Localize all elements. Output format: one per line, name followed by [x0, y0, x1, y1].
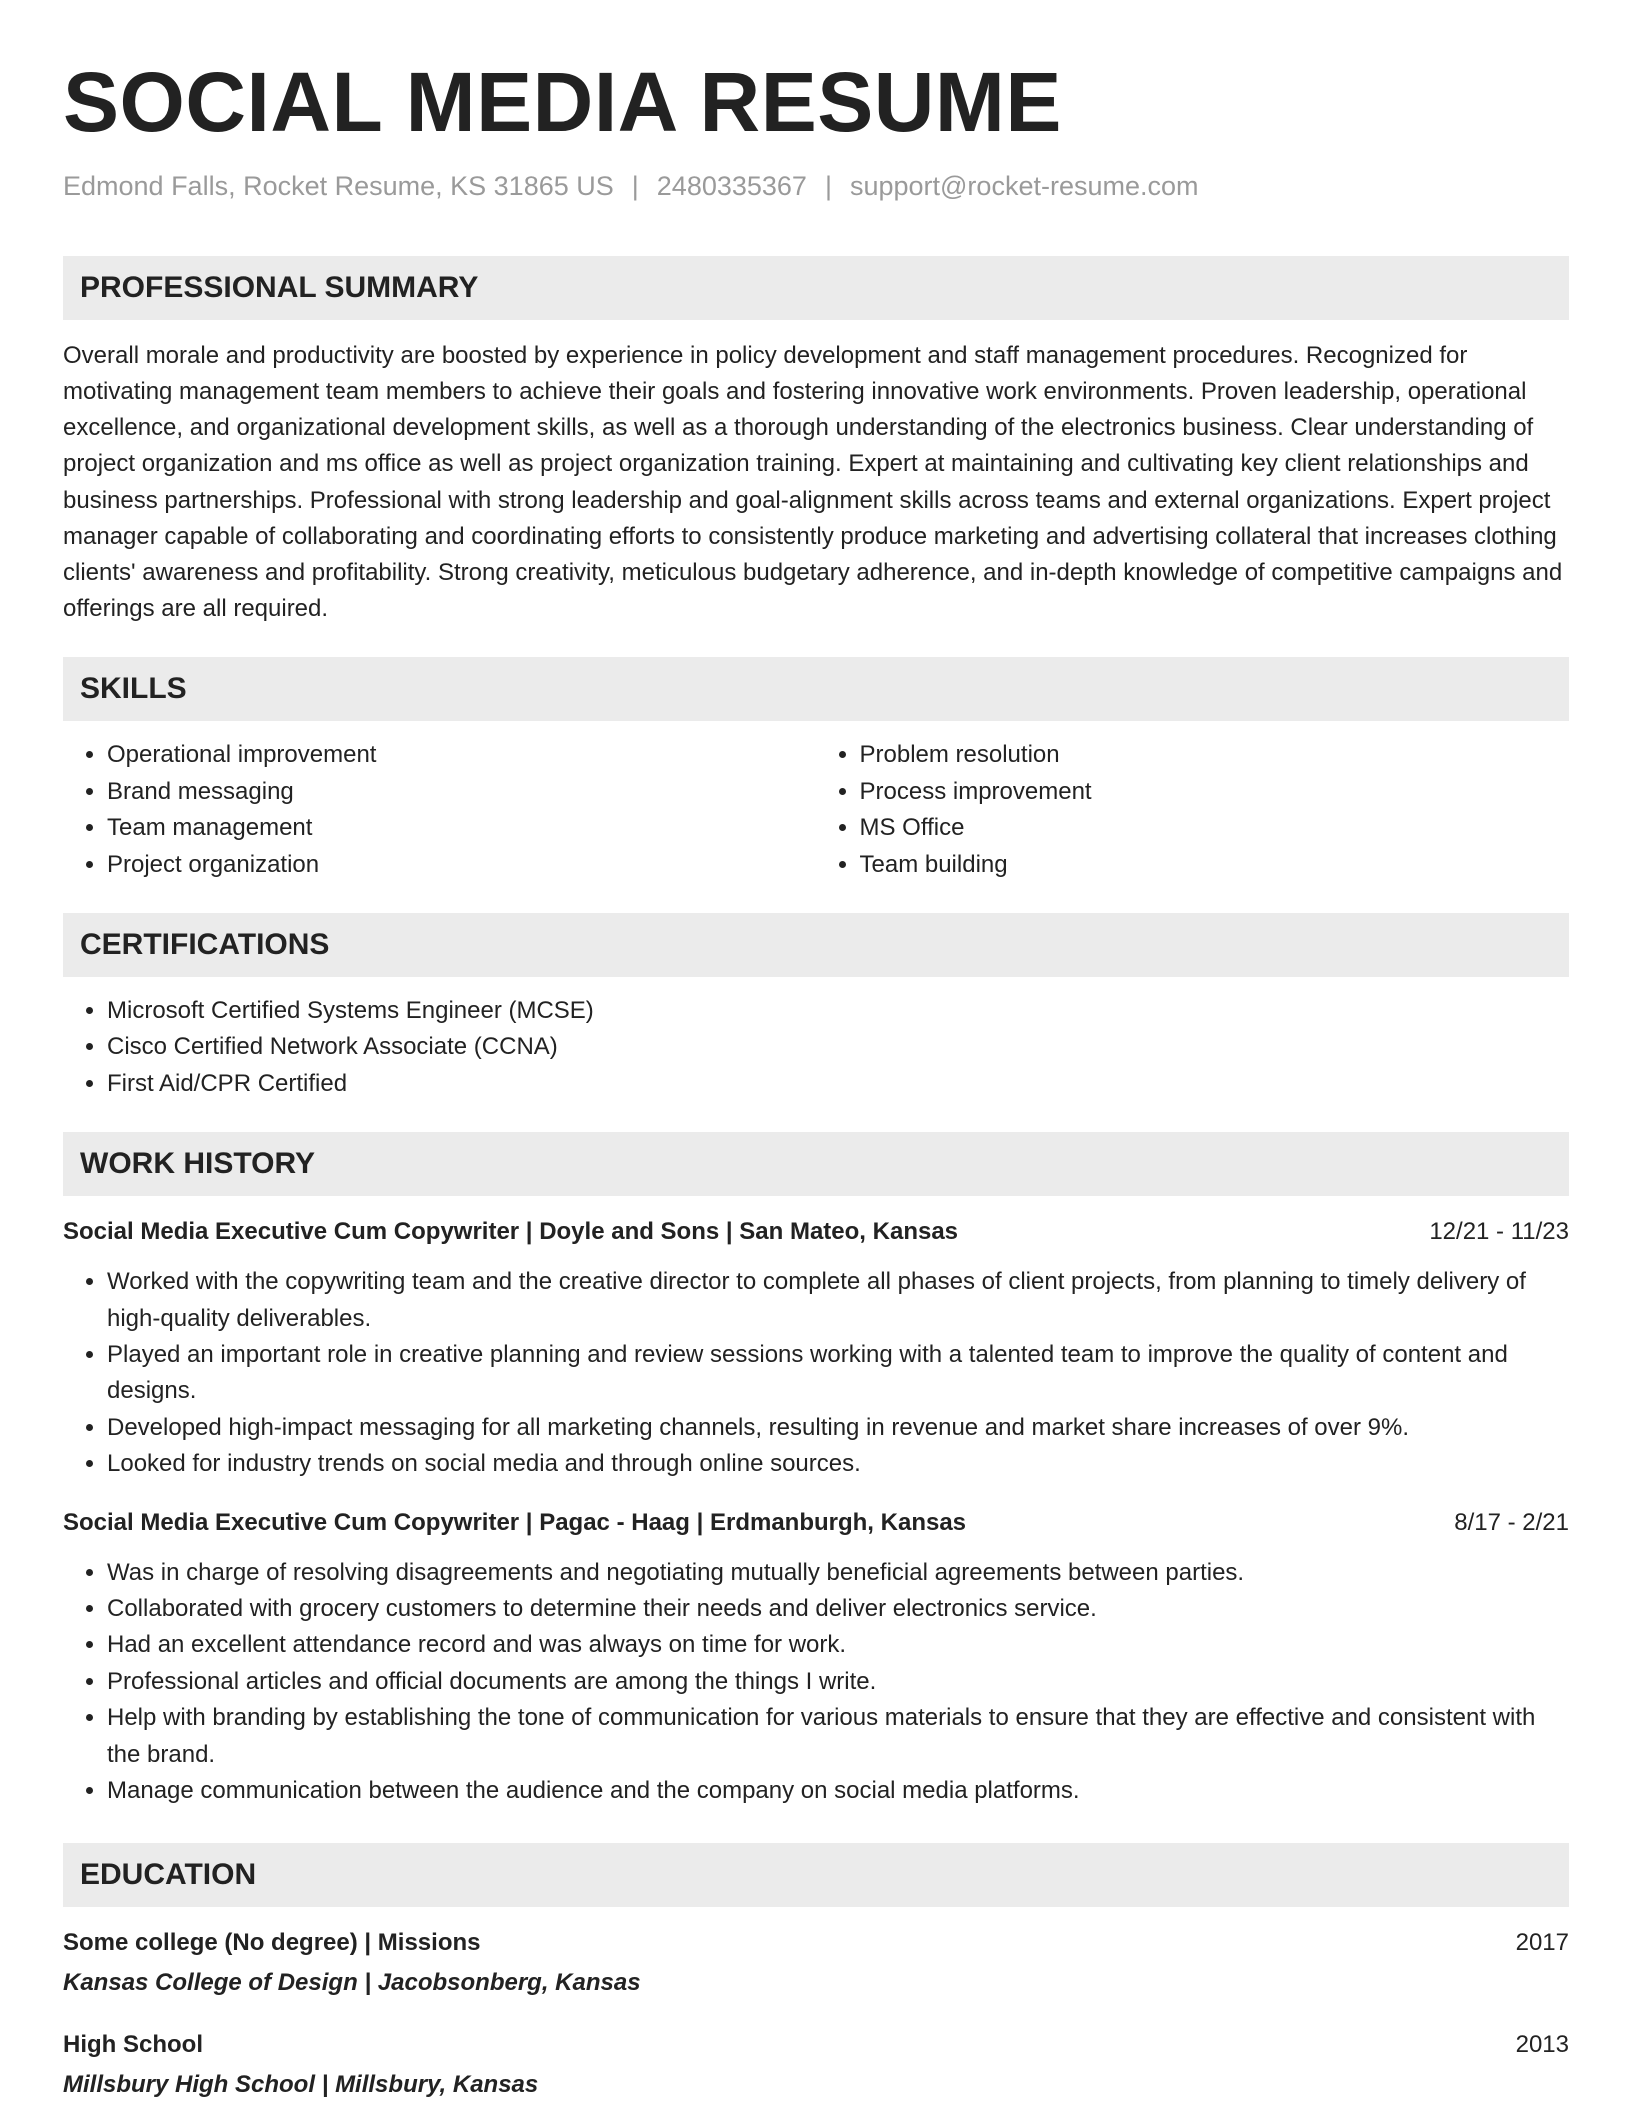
skill-item: • Team building [860, 847, 1570, 883]
skill-item: • Operational improvement [107, 737, 817, 773]
job-bullets [63, 1555, 1569, 1810]
job-entry [63, 1214, 1569, 1482]
section-header-skills: SKILLS [63, 657, 1569, 721]
skills-column-right [817, 737, 1570, 883]
education-entry [63, 1925, 1569, 2001]
section-header-education: EDUCATION [63, 1843, 1569, 1907]
job-bullet: • Manage communication between the audience and the company on social media platforms. [107, 1773, 1569, 1809]
job-header [63, 1214, 1569, 1250]
contact-phone: 2480335367 [656, 170, 807, 201]
job-bullet: • Looked for industry trends on social media and through online sources. [107, 1446, 1569, 1482]
job-bullets [63, 1264, 1569, 1482]
certification-item: • Microsoft Certified Systems Engineer (MCSE) [107, 993, 1569, 1029]
job-bullet: • Developed high-impact messaging for all marketing channels, resulting in revenue and market share increases of over 9%. [107, 1410, 1569, 1446]
education-degree: High School [63, 2031, 203, 2059]
skill-item: • MS Office [860, 810, 1570, 846]
job-bullet: • Collaborated with grocery customers to determine their needs and deliver electronics service. [107, 1591, 1569, 1627]
job-bullet: • Was in charge of resolving disagreements and negotiating mutually beneficial agreements between parties. [107, 1555, 1569, 1591]
contact-address: Edmond Falls, Rocket Resume, KS 31865 US [63, 170, 614, 201]
certification-item: • Cisco Certified Network Associate (CCNA) [107, 1029, 1569, 1065]
education-entry [63, 2027, 1569, 2103]
skill-item: • Process improvement [860, 774, 1570, 810]
contact-line [63, 169, 1569, 204]
contact-separator: | [631, 170, 639, 201]
contact-email: support@rocket-resume.com [849, 170, 1199, 201]
skills-column-left [63, 737, 817, 883]
section-header-summary: PROFESSIONAL SUMMARY [63, 256, 1569, 320]
education-school: Millsbury High School | Millsbury, Kansas [63, 2071, 539, 2099]
job-title: Social Media Executive Cum Copywriter | Pagac - Haag | Erdmanburgh, Kansas [63, 1508, 967, 1536]
job-header [63, 1505, 1569, 1541]
job-dates: 8/17 - 2/21 [1454, 1508, 1569, 1536]
certification-item: • First Aid/CPR Certified [107, 1066, 1569, 1102]
job-dates: 12/21 - 11/23 [1429, 1218, 1569, 1246]
contact-separator: | [824, 170, 832, 201]
education-school: Kansas College of Design | Jacobsonberg, Kansas [63, 1969, 641, 1997]
section-header-certifications: CERTIFICATIONS [63, 913, 1569, 977]
job-bullet: • Had an excellent attendance record and was always on time for work. [107, 1627, 1569, 1663]
skill-item: • Problem resolution [860, 737, 1570, 773]
skills-list [63, 737, 1569, 883]
education-header [63, 1925, 1569, 1961]
section-header-work-history: WORK HISTORY [63, 1132, 1569, 1196]
job-bullet: • Played an important role in creative planning and review sessions working with a talented team to improve the quality of content and designs. [107, 1337, 1569, 1410]
skill-item: • Brand messaging [107, 774, 817, 810]
job-bullet: • Worked with the copywriting team and the creative director to complete all phases of client projects, from planning to timely delivery of high-quality deliverables. [107, 1264, 1569, 1337]
education-list [63, 1925, 1569, 2103]
summary-text: Overall morale and productivity are boosted by experience in policy development and staff management procedures. Recognized for motivating management team members to achieve their goals and fostering innovative work environments. Proven leadership, operational excellence, and organizational development skills, as well as a thorough understanding of the electronics business. Clear understanding of project organization and ms office as well as project organization training. Expert at maintaining and cultivating key client relationships and business partnerships. Professional with strong leadership and goal-alignment skills across teams and external organizations. Expert project manager capable of collaborating and coordinating efforts to consistently produce marketing and advertising collateral that increases clothing clients' awareness and profitability. Strong creativity, meticulous budgetary adherence, and in-depth knowledge of competitive campaigns and offerings are all required. [63, 341, 1563, 623]
education-year: 2013 [1515, 2031, 1569, 2059]
job-bullet: • Professional articles and official documents are among the things I write. [107, 1664, 1569, 1700]
job-title: Social Media Executive Cum Copywriter | Doyle and Sons | San Mateo, Kansas [63, 1218, 959, 1246]
resume-title: SOCIAL MEDIA RESUME [63, 55, 1062, 149]
skill-item: • Team management [107, 810, 817, 846]
job-entry [63, 1505, 1569, 1810]
education-year: 2017 [1515, 1929, 1569, 1957]
education-header [63, 2027, 1569, 2063]
job-bullet: • Help with branding by establishing the tone of communication for various materials to ensure that they are effective and consistent with the brand. [107, 1700, 1569, 1773]
education-degree: Some college (No degree) | Missions [63, 1929, 481, 1957]
skill-item: • Project organization [107, 847, 817, 883]
certifications-list [63, 993, 1569, 1102]
